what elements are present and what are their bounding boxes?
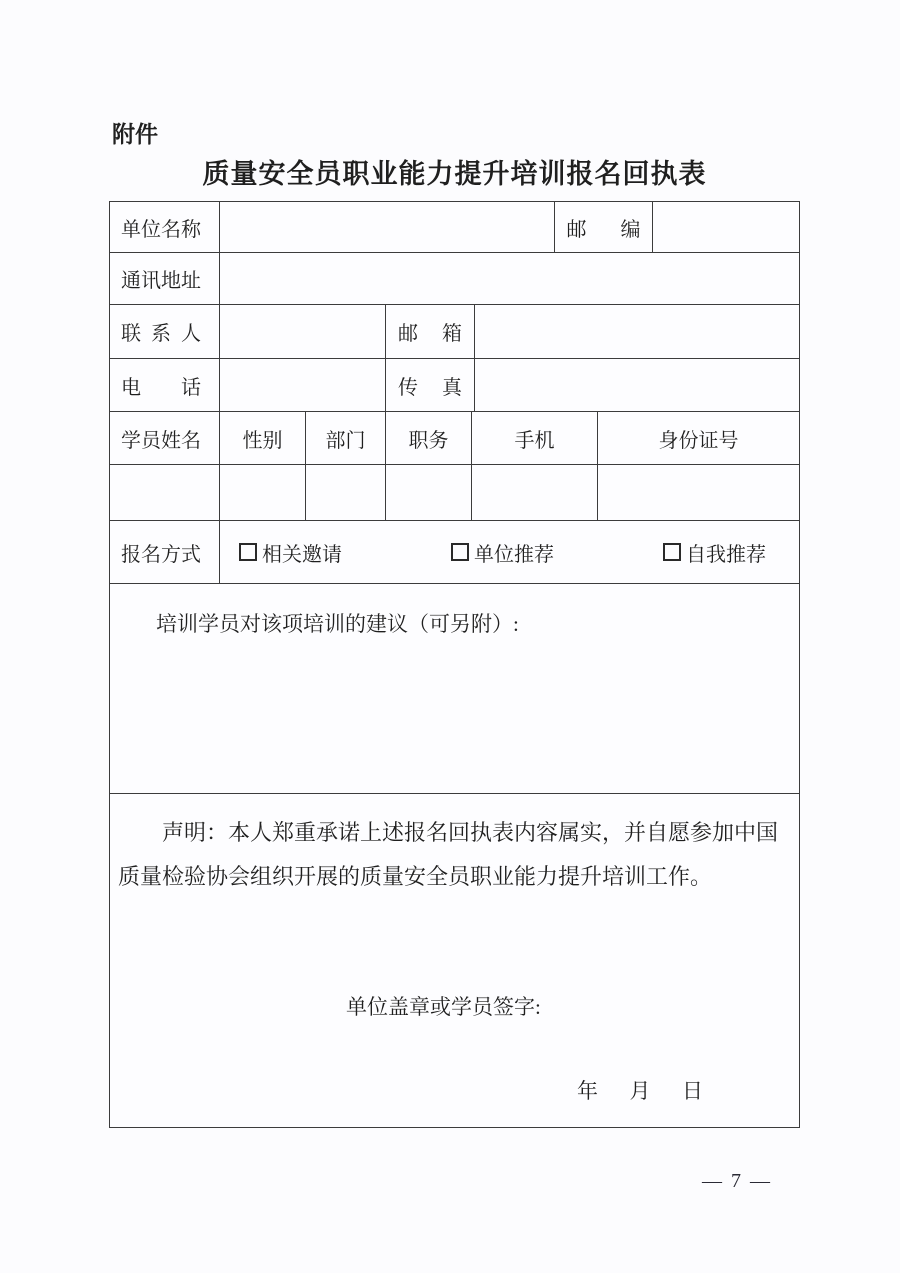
email-label-cell xyxy=(385,305,474,358)
page-title: 质量安全员职业能力提升培训报名回执表 xyxy=(202,159,707,189)
table-row-phone xyxy=(110,358,799,411)
phone-label: 电话 xyxy=(121,376,201,399)
fax-label-cell xyxy=(385,359,474,411)
trainee-name-input-cell xyxy=(110,465,219,520)
page-number: — 7 — xyxy=(702,1170,772,1192)
declaration-cell xyxy=(110,794,799,1127)
table-row-declaration xyxy=(110,793,799,1127)
table-row-address xyxy=(110,252,799,304)
position-input-cell xyxy=(385,465,471,520)
option-unit-recommend-label: 单位推荐 xyxy=(474,543,554,566)
declaration-paragraph xyxy=(118,811,791,899)
declaration-line-1: 声明：本人郑重承诺上述报名回执表内容属实，并自愿参加中国 xyxy=(162,820,779,845)
table-row-contact xyxy=(110,304,799,358)
unit-name-input-cell xyxy=(219,202,554,252)
trainee-name-header-cell xyxy=(110,412,219,464)
department-header-cell: 部门 xyxy=(305,412,385,464)
date-year-label: 年 xyxy=(577,1079,598,1103)
mobile-input-cell xyxy=(471,465,597,520)
address-input-cell xyxy=(219,253,799,304)
option-unit-recommend xyxy=(451,538,554,567)
date-day-label: 日 xyxy=(682,1079,703,1103)
gender-header-cell: 性别 xyxy=(219,412,305,464)
suggestion-prompt: 培训学员对该项培训的建议（可另附）: xyxy=(156,612,519,636)
registration-method-label-cell xyxy=(110,521,219,583)
checkbox-icon xyxy=(663,543,681,561)
phone-label-cell xyxy=(110,359,219,411)
suggestion-cell xyxy=(110,584,799,793)
checkbox-icon xyxy=(239,543,257,561)
trainee-name-header: 学员姓名 xyxy=(121,429,201,452)
signature-prompt: 单位盖章或学员签字: xyxy=(346,995,541,1019)
gender-input-cell xyxy=(219,465,305,520)
option-self-recommend xyxy=(663,538,766,567)
fax-input-cell xyxy=(474,359,799,411)
contact-label-cell xyxy=(110,305,219,358)
department-input-cell xyxy=(305,465,385,520)
date-line xyxy=(577,1075,703,1105)
checkbox-icon xyxy=(451,543,469,561)
postal-code-label: 邮编 xyxy=(566,218,641,241)
option-self-recommend-label: 自我推荐 xyxy=(686,543,766,566)
email-input-cell xyxy=(474,305,799,358)
unit-name-label: 单位名称 xyxy=(121,218,201,241)
registration-options-cell xyxy=(219,521,799,583)
mobile-header-cell: 手机 xyxy=(471,412,597,464)
unit-name-label-cell xyxy=(110,202,219,252)
table-row-trainee-entry xyxy=(110,464,799,520)
table-row-trainee-header xyxy=(110,411,799,464)
id-number-header-cell: 身份证号 xyxy=(597,412,799,464)
registration-method-label: 报名方式 xyxy=(121,543,201,566)
email-label: 邮箱 xyxy=(398,323,462,345)
fax-label: 传真 xyxy=(398,376,462,399)
phone-input-cell xyxy=(219,359,385,411)
contact-label: 联系人 xyxy=(121,323,201,345)
date-month-label: 月 xyxy=(629,1079,651,1103)
address-label-cell xyxy=(110,253,219,304)
postal-code-input-cell xyxy=(652,202,799,252)
table-row-suggestion xyxy=(110,583,799,793)
attachment-label: 附件 xyxy=(112,121,158,147)
position-header-cell: 职务 xyxy=(385,412,471,464)
declaration-line-2: 质量检验协会组织开展的质量安全员职业能力提升培训工作。 xyxy=(118,864,713,889)
postal-code-label-cell xyxy=(554,202,652,252)
option-invitation xyxy=(239,538,342,567)
table-row-registration-method xyxy=(110,520,799,583)
option-invitation-label: 相关邀请 xyxy=(262,543,342,566)
address-label: 通讯地址 xyxy=(121,270,201,292)
table-row-unit xyxy=(110,202,799,252)
contact-input-cell xyxy=(219,305,385,358)
id-number-input-cell xyxy=(597,465,799,520)
registration-form-table xyxy=(109,201,800,1128)
